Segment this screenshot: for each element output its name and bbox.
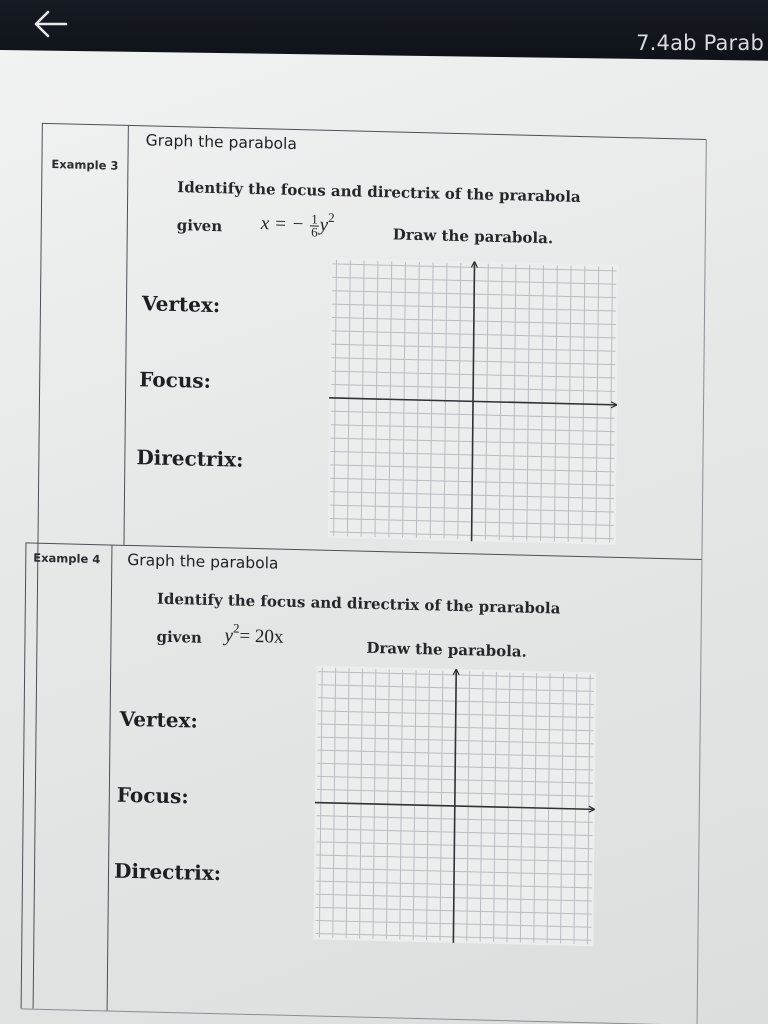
table-top-border [42, 123, 706, 141]
example-3-equation [260, 209, 335, 240]
example-4-coordinate-grid[interactable] [313, 666, 596, 947]
example-4-draw-instruction: Draw the parabola. [366, 638, 527, 661]
column-divider-1 [123, 125, 129, 545]
table-right-border [697, 139, 707, 1024]
example-3-given-label: given [176, 216, 223, 236]
example-4-vertex-label: Vertex: [119, 706, 198, 733]
example-3-draw-instruction: Draw the parabola. [392, 225, 554, 248]
example-4-label: Example 4 [33, 550, 101, 567]
arrow-left-icon [28, 6, 72, 42]
example-4-directrix-label: Directrix: [113, 858, 222, 886]
example-4-equation [224, 620, 284, 648]
example-3-label: Example 3 [51, 157, 119, 173]
table-bottom-border [21, 1008, 697, 1024]
example-4-grid-svg [313, 666, 596, 947]
worksheet-page [0, 50, 768, 1024]
equation-fraction [310, 213, 319, 238]
example-4-focus-label: Focus: [116, 782, 189, 809]
document-title: 7.4ab Parab [636, 31, 764, 55]
fraction-numerator: 1 [311, 211, 318, 227]
equation-exponent: 2 [232, 620, 240, 636]
worksheet-sheet [10, 110, 719, 1024]
equation-lhs: x = − [260, 213, 305, 236]
example-3-vertex-label: Vertex: [141, 291, 221, 318]
equation-variable: y [224, 625, 234, 647]
column-divider-2 [107, 545, 113, 1011]
equation-exponent: 2 [328, 209, 335, 225]
back-button[interactable] [28, 6, 72, 42]
fraction-denominator: 6 [311, 224, 318, 240]
table-left-border [33, 123, 44, 1009]
equation-rhs: = 20x [239, 625, 284, 648]
example-3-directrix-label: Directrix: [136, 445, 244, 472]
example-4-given-label: given [156, 627, 202, 647]
example-3-prompt: Identify the focus and directrix of the prarabola [177, 178, 581, 206]
example-3-focus-label: Focus: [139, 367, 212, 393]
table-left-border-2 [21, 542, 27, 1008]
example-4-prompt: Identify the focus and directrix of the prarabola [156, 589, 561, 618]
example-3-coordinate-grid[interactable] [328, 258, 619, 545]
equation-variable: y [319, 214, 329, 236]
example-4-graph-title: Graph the parabola [127, 550, 279, 573]
example-3-grid-svg [328, 258, 619, 545]
example-3-graph-title: Graph the parabola [145, 131, 297, 154]
